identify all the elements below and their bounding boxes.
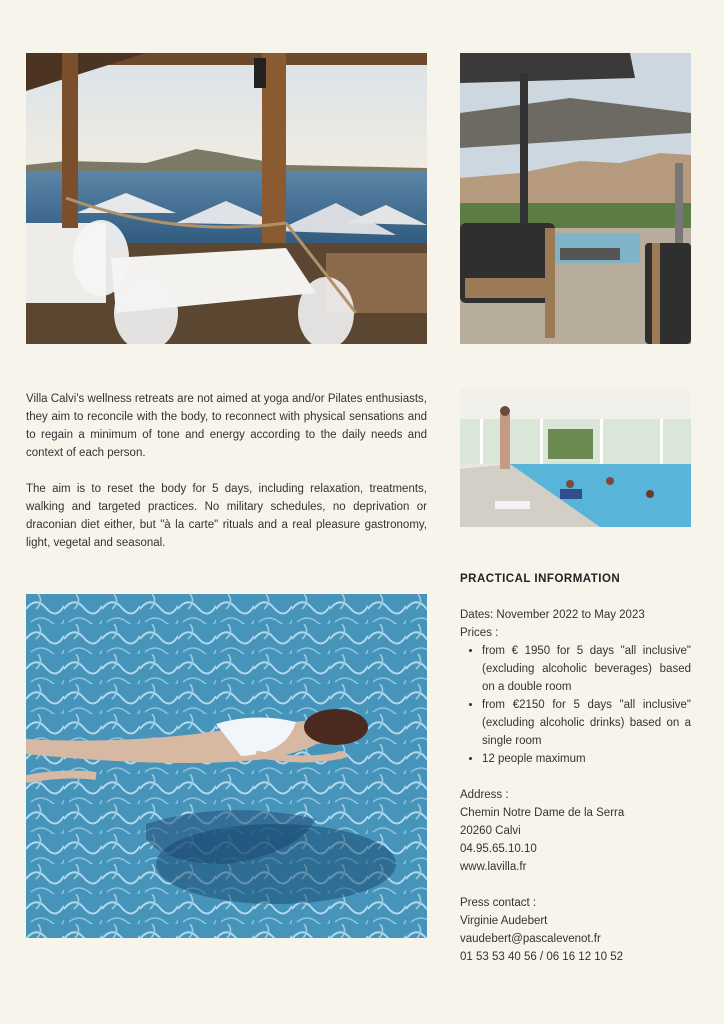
prices-label: Prices : [460,627,499,639]
reset-paragraph: The aim is to reset the body for 5 days, including relaxation, treatments, walking and targeted practices. No military schedules, no deprivation or draconian diet either, but "à la carte" rituals and a real pleasure gastronomy, light, vegetal and seasonal. [26,483,427,549]
address-street: Chemin Notre Dame de la Serra [460,807,625,819]
press-email: vaudebert@pascalevenot.fr [460,933,601,945]
practical-information [460,570,691,966]
address-phone: 04.95.65.10.10 [460,843,537,855]
price-double-room: • from € 1950 for 5 days "all inclusive" (excluding alcoholic beverages) based on a double room [482,642,691,696]
indoor-pool-class-photo [460,389,691,527]
press-phone: 01 53 53 40 56 / 06 16 12 10 52 [460,951,624,963]
dates-line: Dates: November 2022 to May 2023 [460,609,645,621]
address-website: www.lavilla.fr [460,861,527,873]
press-name: Virginie Audebert [460,915,548,927]
address-label: Address : [460,789,509,801]
prices-list [460,642,691,768]
max-people: • 12 people maximum [482,750,691,768]
press-label: Press contact : [460,897,537,909]
price-single-room: • from €2150 for 5 days "all inclusive" (excluding alcoholic drinks) based on a single room [482,696,691,750]
intro-paragraph: Villa Calvi's wellness retreats are not aimed at yoga and/or Pilates enthusiasts, they aim to reconcile with the body, to reconnect with physical sensations and to regain a minimum of tone and energy according to the daily needs and context of each person. [26,393,427,459]
swimmer-pool-photo [26,594,427,938]
address-city: 20260 Calvi [460,825,521,837]
lounge-terrace-photo [460,53,691,344]
restaurant-terrace-photo [26,53,427,344]
practical-info-heading: PRACTICAL INFORMATION [460,573,621,585]
